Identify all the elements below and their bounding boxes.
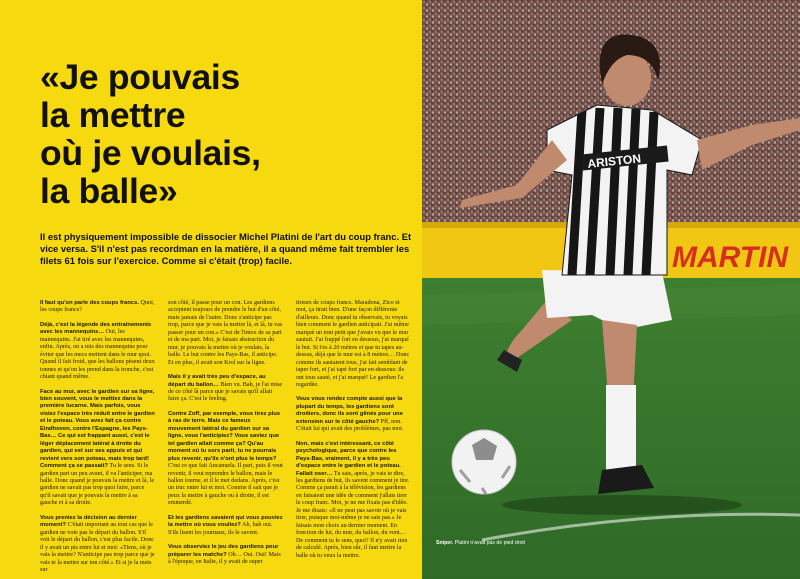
interview-answer: C'est ce que fait Ancanuela. Il part, puis il veut revenir, il veut reprendre le ballon, mais le ballon tourne, et il le met dedans. Après, c'est un truc entre lui et moi. Comme il sait que je peux la mettre à gauche ou à droite, il est emmerdé. [168, 463, 283, 507]
interview-answer: C'était important au tout cas que le gardien ne voie pas le départ du ballon. S'il voit le départ du ballon, c'est plus facile. Donc il y avait un pis entre lui et moi: «Tiens, où je vais la mettre? N'anticipe pas trop parce que je vais te la mettre sur ton côté.» Et si je la mets sur [40, 522, 155, 573]
interview-paragraph [40, 389, 156, 508]
interview-question: Contre Zoff, par exemple, vous tirez plus à ras de terre. Mais ce fameux mouvement latéral du gardien sur sa ligne, vous l'anticipiez? Vous saviez que tel gardien allait comme ça? Qu'au moment où tu sors parti, tu ne pourrais plus revenir, qu'ils n'ont plus le temps? [168, 410, 281, 462]
interview-question: Vous vous rendez compte aussi que la plupart du temps, les gardiens sont droitiers, donc ils sont gênés pour une extension sur le côté gauche? [296, 396, 403, 425]
text-column-3 [296, 300, 412, 570]
interview-paragraph [168, 374, 284, 404]
interview-paragraph [168, 411, 284, 508]
headline-quote [40, 58, 410, 210]
interview-answer: Tu sais, après, je vais te dire, les gardiens de but, ils savent comment je tire. Comme ça parait à la télévision, les gardiens en faisaient une idée de comment j'allais tirer le coup franc. Moi, je ne me fixais pas d'idée. Je me disais: «Il ne peut pas savoir où je vais tirer, puisque moi-même je ne sais pas.» Je faisais mon choix au dernier moment. En fonction de lui, du mur, du ballon, du vent… De comment tu le sens, quoi? Il n'y avait rien de calculé. Après, bien sûr, il faut mettre la balle où tu veux la mettre. [296, 470, 410, 559]
interview-answer: Quoi, les coups francs? [40, 300, 155, 314]
standfirst-intro: Il est physiquement impossible de dissocier Michel Platini de l'art du coup franc. Et vice versa. S'il n'est pas recordman en la matière, il a quand même fait trembler les filets 61 fois sur l'exercice. Comme si c'était (trop) facile. [40, 231, 412, 266]
headline-line-3: où je voulais, [40, 133, 261, 173]
interview-question: Mais il y avait très peu d'espace, au départ du ballon… [168, 374, 266, 388]
headline-line-1: «Je pouvais [40, 57, 240, 97]
caption-bold: Sniper. [436, 540, 454, 546]
player-sock [606, 385, 636, 470]
interview-answer: Ah, bah oui. S'ils lisent les journaux, ils le savent. [168, 522, 273, 536]
interview-question: Face au mur, avec le gardien sur sa ligne, bien souvent, vous le mettiez dans la première lucarne. Mais parfois, vous visiez l'espace très réduit entre le gardien et le poteau. Vous avez fait ça contre Eindhoven, contre l'Espagne, les Pays-Bas… Ce qui est frappant aussi, c'est le léger déplacement latéral à droite du gardien, qui est sur ses appuis et qui revient vers son poteau, mais trop tard! Comment ça se passait? [40, 388, 155, 470]
interview-paragraph [40, 322, 156, 382]
interview-question: Non, mais c'est intéressant, ce côté psychologique, parce que contre les Pays-Bas, vraiment, il y a très peu d'espace entre le gardien et le poteau. Fallait oser… [296, 440, 401, 477]
interview-paragraph [168, 544, 284, 566]
interview-answer: tireurs de coups francs. Maradona, Zico et moi, ça tirait bien. D'une façon différente d'ailleurs. Donc quand tu observais, tu voyais bien comment le gardien anticipait. J'ai même marqué un tout petit que j'avais vu que le mur sautait. J'ai frappé fort en dessous, j'ai marqué le but. Si t'es à 20 mètres et que tu tapes au-dessus, déjà que le mur est à 8 mètres… Donc comme ils sautaient tous, j'ai fait semblant de taper fort, et j'ai tapé fort par en-dessous: ils ont tous sauté, et j'ai marqué! Le gardien l'a regardée. [296, 300, 410, 388]
jersey-sponsor: ARISTON [586, 151, 642, 171]
interview-paragraph [168, 515, 284, 537]
interview-answer: Tu le sens. Si le gardien part un peu avant, il va l'anticiper, ma balle. Donc quand je pouvais la mettre et là, le gardien ne savait pas trop quoi faire, parce qu'il savait que je pouvais la mettre à sa gauche et à sa droite. [40, 463, 155, 507]
interview-question: Vous observiez le jeu des gardiens pour préparer les matchs? [168, 544, 279, 558]
interview-question: Et les gardiens savaient qui vous pouviez la mettre où vous vouliez? [168, 514, 283, 529]
interview-paragraph [168, 300, 284, 367]
interview-answer: Bien vu. Bah, je l'ai mise de ce côté là parce que je savais qu'il allait faire ça. C'est le feeling. [168, 381, 283, 403]
interview-answer: Oh… Oui. Oui! Mais à l'époque, en Italie, il y avait de super [168, 551, 281, 566]
interview-paragraph [40, 515, 156, 575]
text-column-2 [168, 300, 284, 570]
interview-answer: Pff, non. C'était lui qui avait des problèmes, pas moi. [296, 418, 404, 433]
headline-line-2: la mettre [40, 95, 186, 135]
interview-question: Déjà, c'est la légende des entraînements avec les mannequins… [40, 321, 152, 336]
interview-question: Vous preniez la décision au dernier moment? [40, 514, 137, 529]
interview-question: Il faut qu'on parle des coups francs. [40, 300, 139, 306]
interview-paragraph [296, 396, 412, 433]
interview-answer: son côté, il passe pour un con. Les gardiens acceptent toujours de prendre le but d'un côté, mais jamais de l'autre. Donc s'anticipe pas trop, parce que je vais la mettre là, et là, tu vas passer pour un con.» C'est de l'intox de sa part et de ma part. Moi, je faisais abstraction du mur, je pouvais la mettre où je voulais, la balle. Le but contre les Pays-Bas, il anticipe. Et en plus, il avait son Krol sur la ligne. [168, 300, 283, 366]
player-photo [422, 0, 800, 579]
interview-paragraph [296, 441, 412, 560]
caption-text: Platini n'avait pas de pied droit [454, 540, 525, 546]
photo-illustration [422, 0, 800, 579]
interview-paragraph [40, 300, 156, 315]
text-column-1 [40, 300, 156, 573]
photo-caption [436, 540, 525, 546]
interview-columns [40, 300, 412, 573]
interview-paragraph [296, 300, 412, 389]
board-lettering: MARTIN [672, 241, 789, 274]
headline-line-4: la balle» [40, 171, 178, 211]
interview-answer: Oui, les mannequins. J'ai tiré avec les mannequins, enfin. Après, on a mis des mannequins pour éviter que les mecs mettent dans le mur quoi. Quand il fait froid, que les ballons pèsent deux tonnes et qu'on les prend dans la tronche, c'est chiant quand même. [40, 329, 155, 381]
